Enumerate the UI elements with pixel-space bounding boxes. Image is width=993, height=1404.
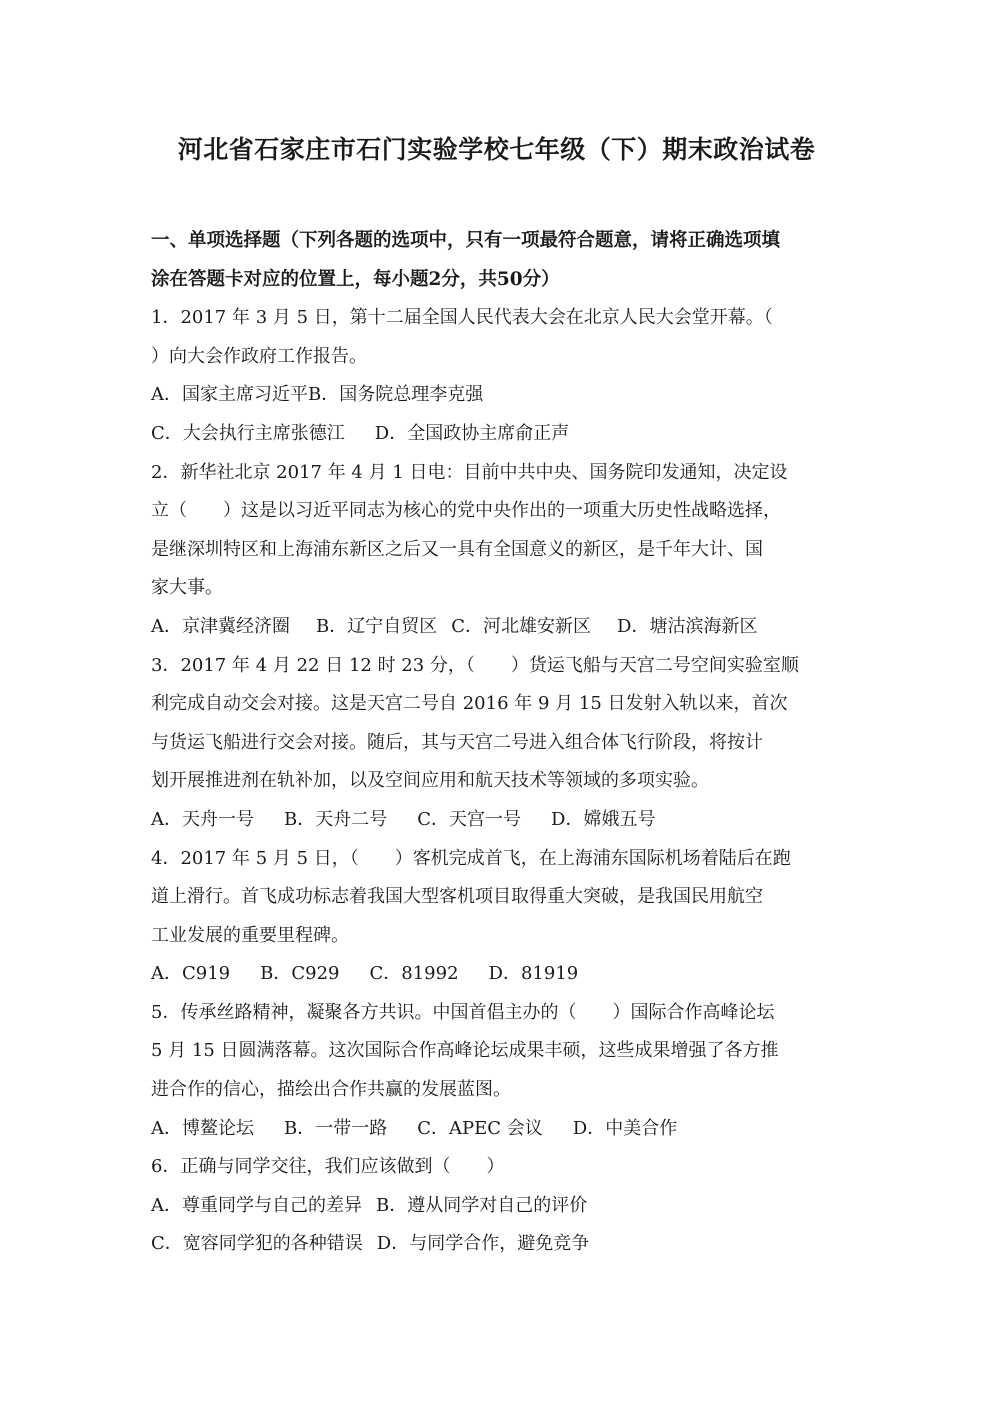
- option-c: C．大会执行主席张德江: [151, 422, 345, 444]
- option-a: A．C919: [151, 963, 231, 985]
- option-d: D．全国政协主席俞正声: [374, 422, 570, 444]
- question-stem-line: 2．新华社北京 2017 年 4 月 1 日电：目前中共中央、国务院印发通知，决定设: [151, 461, 788, 483]
- question-6: [151, 1148, 851, 1264]
- question-stem-line: ）向大会作政府工作报告。: [151, 345, 367, 367]
- question-stem-line: 道上滑行。首飞成功标志着我国大型客机项目取得重大突破，是我国民用航空: [151, 886, 763, 908]
- question-stem-line: 3．2017 年 4 月 22 日 12 时 23 分，（ ）货运飞船与天宫二号空间实验室顺: [151, 654, 799, 676]
- question-stem-line: 家大事。: [151, 577, 223, 599]
- exam-content: [151, 222, 851, 1264]
- question-stem-line: 1．2017 年 3 月 5 日，第十二届全国人民代表大会在北京人民大会堂开幕。（: [151, 307, 773, 329]
- question-4: [151, 840, 851, 994]
- question-stem-line: 立（ ）这是以习近平同志为核心的党中央作出的一项重大历史性战略选择，: [151, 500, 781, 522]
- option-b: B．天舟二号: [284, 808, 388, 830]
- option-row: [151, 1225, 851, 1264]
- question-stem-line: 6．正确与同学交往，我们应该做到（ ）: [151, 1156, 505, 1178]
- option-c: C．宽容同学犯的各种错误: [151, 1233, 363, 1255]
- option-a: A．天舟一号: [151, 808, 254, 830]
- option-b: B．辽宁自贸区: [316, 615, 438, 637]
- question-1: [151, 299, 851, 453]
- option-c: C．天宫一号: [417, 808, 522, 830]
- question-stem-line: 是继深圳特区和上海浦东新区之后又一具有全国意义的新区，是千年大计、国: [151, 538, 763, 560]
- option-b: B．一带一路: [284, 1117, 388, 1139]
- page-title: 河北省石家庄市石门实验学校七年级（下）期末政治试卷: [177, 135, 816, 164]
- question-stem-line: 4．2017 年 5 月 5 日，（ ）客机完成首飞，在上海浦东国际机场着陆后在跑: [151, 847, 791, 869]
- option-row: [151, 955, 851, 994]
- question-stem-line: 进合作的信心，描绘出合作共赢的发展蓝图。: [151, 1079, 511, 1101]
- option-c: C．81992: [369, 963, 459, 985]
- question-stem-line: 5 月 15 日圆满落幕。这次国际合作高峰论坛成果丰硕，这些成果增强了各方推: [151, 1040, 779, 1062]
- option-row: [151, 415, 851, 454]
- option-c: C．APEC 会议: [417, 1117, 543, 1139]
- question-stem-line: 工业发展的重要里程碑。: [151, 924, 349, 946]
- question-stem-line: 利完成自动交会对接。这是天宫二号自 2016 年 9 月 15 日发射入轨以来，首次: [151, 693, 788, 715]
- option-a: A．京津冀经济圈: [151, 615, 290, 637]
- option-d: D．81919: [488, 963, 579, 985]
- question-stem-line: 5．传承丝路精神，凝聚各方共识。中国首倡主办的（ ）国际合作高峰论坛: [151, 1001, 775, 1023]
- option-row: [151, 1187, 851, 1226]
- option-b: B．C929: [260, 963, 340, 985]
- option-a: A．尊重同学与自己的差异: [151, 1194, 362, 1216]
- option-d: D．嫦娥五号: [551, 808, 656, 830]
- option-b: B．国务院总理李克强: [308, 384, 484, 406]
- option-b: B．遵从同学对自己的评价: [376, 1194, 588, 1216]
- option-d: D．塘沽滨海新区: [617, 615, 758, 637]
- section-heading-line: 一、单项选择题（下列各题的选项中，只有一项最符合题意，请将正确选项填: [151, 230, 781, 251]
- section-heading-line: 涂在答题卡对应的位置上，每小题2分，共50分）: [151, 268, 560, 290]
- option-a: A．博鳌论坛: [151, 1117, 254, 1139]
- option-row: [151, 801, 851, 840]
- question-2: [151, 454, 851, 647]
- option-a: A．国家主席习近平: [151, 384, 308, 406]
- section-heading: [151, 222, 851, 299]
- question-3: [151, 647, 851, 840]
- option-row: [151, 1110, 851, 1149]
- question-stem-line: 划开展推进剂在轨补加，以及空间应用和航天技术等领域的多项实验。: [151, 770, 709, 792]
- question-5: [151, 994, 851, 1148]
- option-row: [151, 376, 851, 415]
- option-c: C．河北雄安新区: [451, 615, 592, 637]
- option-d: D．与同学合作，避免竞争: [376, 1233, 590, 1255]
- question-stem-line: 与货运飞船进行交会对接。随后，其与天宫二号进入组合体飞行阶段，将按计: [151, 731, 763, 753]
- option-row: [151, 608, 851, 647]
- option-d: D．中美合作: [572, 1117, 678, 1139]
